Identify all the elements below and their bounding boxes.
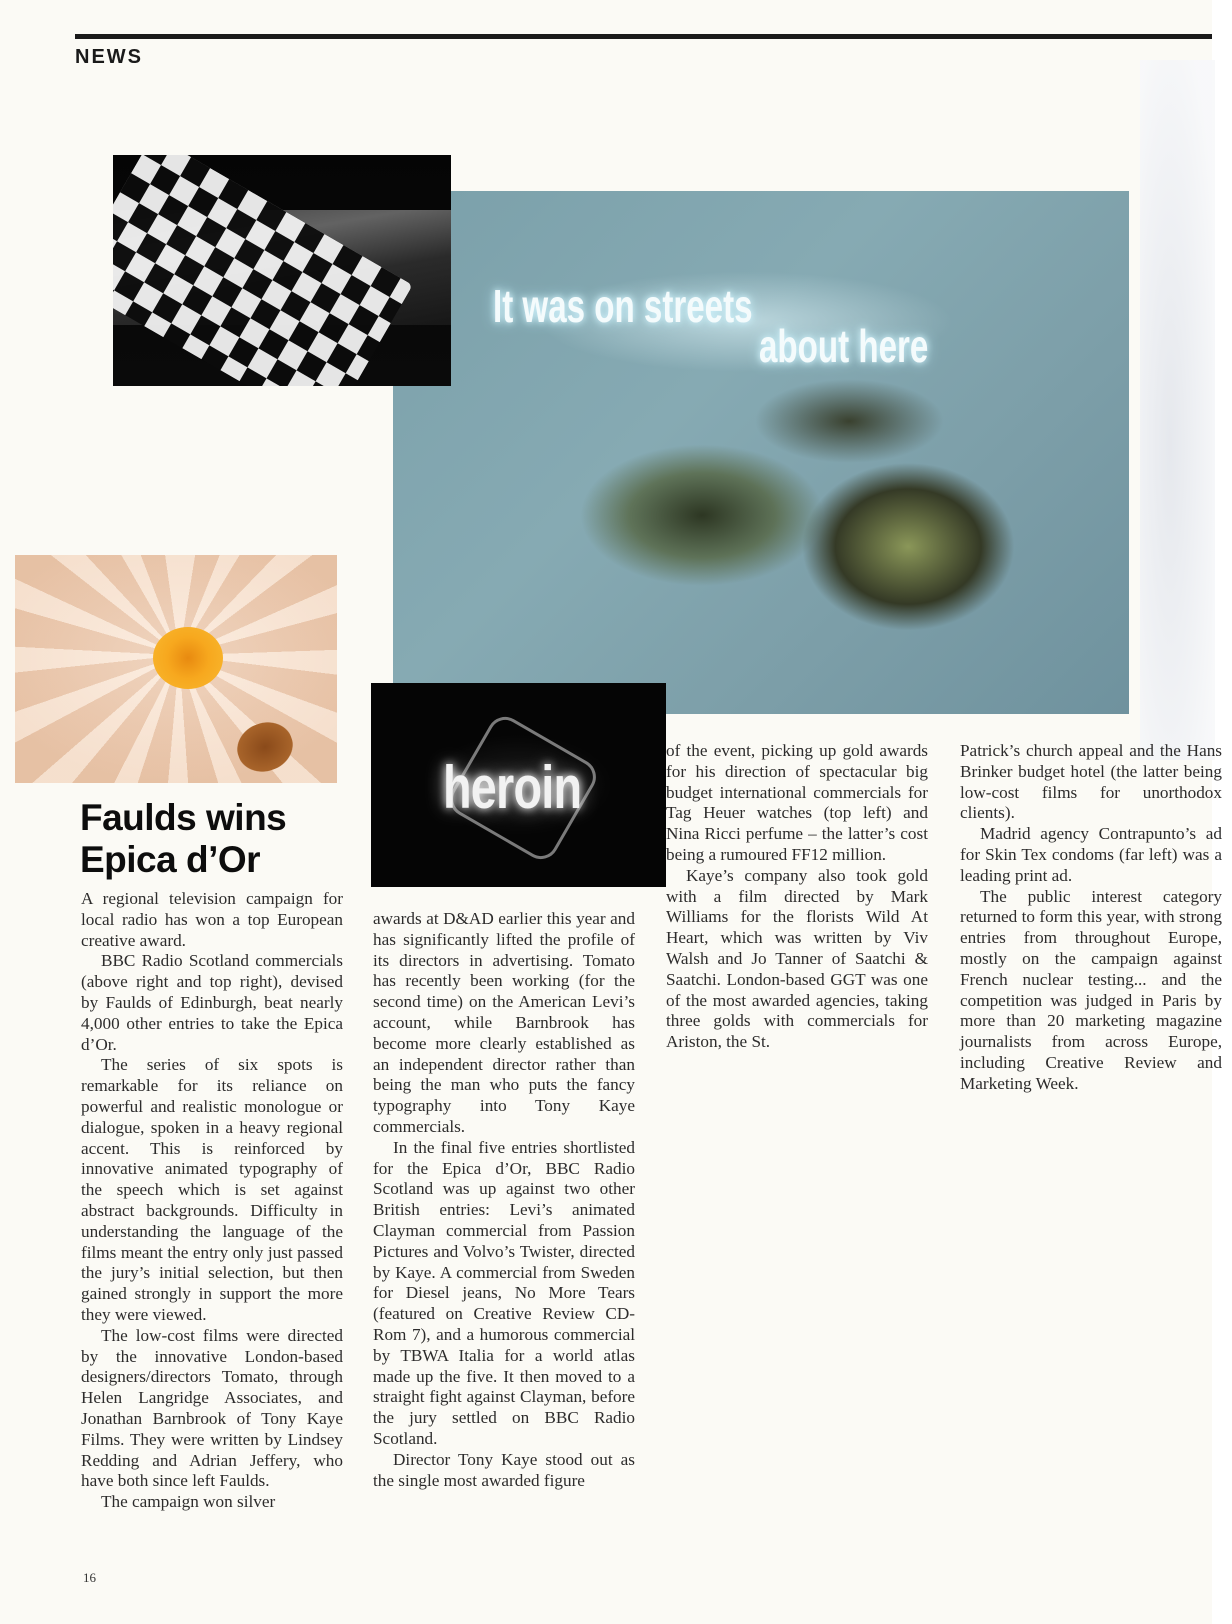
checkered-flag [113, 155, 413, 386]
section-label: NEWS [75, 46, 143, 68]
paragraph: of the event, picking up gold awards for his direction of spectacular big budget international commercials for Tag Heuer watches (top left) and Nina Ricci perfume – the latter’s cost being a rumoured FF12 million. [666, 741, 928, 864]
paragraph: Patrick’s church appeal and the Hans Brinker budget hotel (the latter being low-cost films for unorthodox clients). [960, 741, 1222, 823]
page-number: 16 [83, 1570, 96, 1585]
article-column-2 [373, 909, 635, 1491]
daisy-center [153, 627, 223, 689]
main-commercial-image [393, 191, 1129, 714]
paragraph: The series of six spots is remarkable for its reliance on powerful and realistic monologue or dialogue, spoken in a heavy regional accent. This is reinforced by innovative animated typography of the speech which is set against abstract backgrounds. Difficulty in understanding the language of the films meant the entry only just passed the jury’s initial selection, but then gained strongly in support the more they were viewed. [81, 1055, 343, 1324]
article-column-4 [960, 741, 1222, 1095]
heroin-glowing-word: heroin [443, 754, 582, 821]
paragraph: The public interest category returned to form this year, with strong entries from throughout Europe, mostly on the campaign against French nuclear testing... and the competition was judged in Paris by more than 20 marketing magazine journalists from across Europe, including Creative Review and Marketing Week. [960, 886, 1222, 1093]
bleed-through-portrait [1140, 60, 1215, 760]
header-rule [75, 34, 1212, 39]
checkered-flag-image [113, 155, 451, 386]
paragraph: Kaye’s company also took gold with a film directed by Mark Williams for the florists Wild At Heart, which was written by Viv Walsh and Jo Tanner of Saatchi & Saatchi. London-based GGT was one of the most awarded agencies, taking three golds with commercials for Ariston, the St. [666, 865, 928, 1052]
paragraph: The low-cost films were directed by the innovative London-based designers/directors Tomato, through Helen Langridge Associates, and Jonathan Barnbrook of Tony Kaye Films. They were written by Lindsey Redding and Adrian Jeffery, who have both since left Faulds. [81, 1325, 343, 1491]
paragraph: The campaign won silver [101, 1492, 276, 1512]
article-column-1 [81, 889, 343, 1513]
paragraph: A regional television campaign for local radio has won a top European creative award. [81, 889, 343, 950]
paragraph: In the final five entries shortlisted for the Epica d’Or, BBC Radio Scotland was up against two other British entries: Levi’s animated Clayman commercial from Passion Pictures and Volvo’s Twister, directed by Kaye. A commercial from Sweden for Diesel jeans, No More Tears (featured on Creative Review CD-Rom 7), and a humorous commercial by TBWA Italia for a world atlas made up the five. It then moved to a straight fight against Clayman, before the jury settled on BBC Radio Scotland. [373, 1137, 635, 1448]
paragraph: awards at D&AD earlier this year and has significantly lifted the profile of its directors in advertising. Tomato has recently been working (for the second time) on the American Levi’s account, while Barnbrook has become more clearly established as an independent director rather than being the man who puts the fancy typography into Tony Kaye commercials. [373, 909, 635, 1136]
paragraph: Madrid agency Contrapunto’s ad for Skin Tex condoms (far left) was a leading print ad. [960, 824, 1222, 885]
article-column-3 [666, 741, 928, 1053]
paragraph: Director Tony Kaye stood out as the single most awarded figure [373, 1449, 635, 1490]
daisy-print-ad-image [15, 555, 337, 783]
paragraph: BBC Radio Scotland commercials (above right and top right), devised by Faulds of Edinburgh, beat nearly 4,000 other entries to take the Epica d’Or. [81, 951, 343, 1054]
article-headline: Faulds wins Epica d’Or [80, 797, 287, 880]
heroin-commercial-image [371, 683, 666, 887]
image-caption-line-1: It was on streets [493, 280, 753, 332]
image-caption-line-2: about here [759, 320, 929, 372]
